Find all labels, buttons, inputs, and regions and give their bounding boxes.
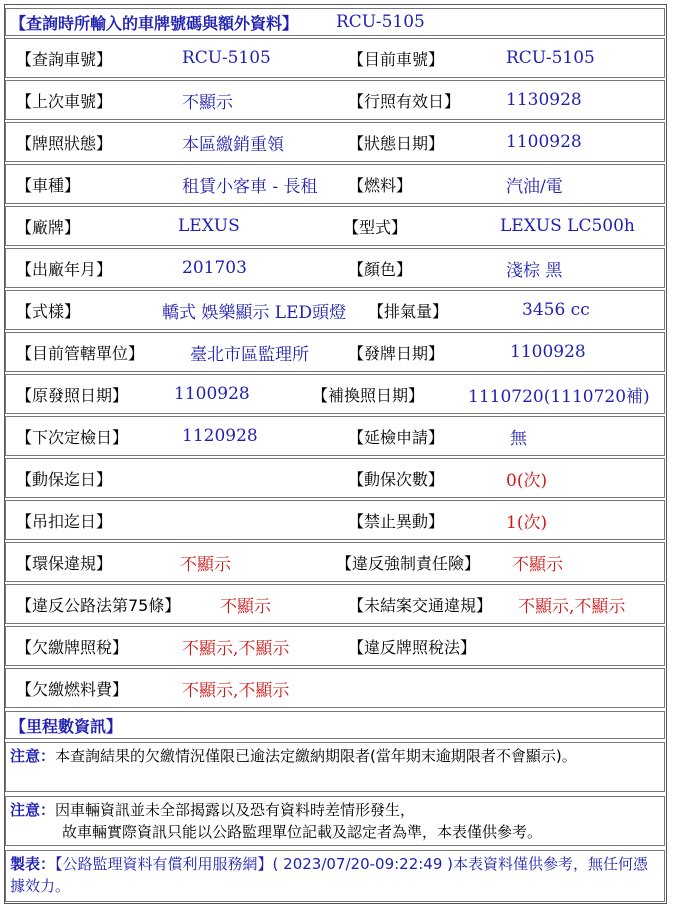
query-plate: RCU-5105 <box>336 12 425 32</box>
field-label: 【欠繳燃料費】 <box>16 679 129 699</box>
field-value: 淺棕 黑 <box>506 260 563 281</box>
field-value: 不顯示 <box>182 92 233 113</box>
field-label: 【目前車號】 <box>348 49 445 69</box>
field-label: 【廠牌】 <box>16 217 81 237</box>
field-value: 租賃小客車 - 長租 <box>182 176 318 197</box>
field-value: 1130928 <box>506 90 582 110</box>
info-row <box>5 206 665 246</box>
info-row <box>5 416 665 456</box>
field-value: 汽油/電 <box>506 176 563 197</box>
field-label: 【燃料】 <box>348 175 413 195</box>
field-label: 【禁止異動】 <box>348 511 445 531</box>
info-row <box>5 38 665 78</box>
field-label: 【未結案交通違規】 <box>348 595 493 615</box>
field-label: 【車種】 <box>16 175 81 195</box>
query-title: 【查詢時所輸入的車牌號碼與額外資料】 <box>10 13 299 33</box>
info-row <box>5 164 665 204</box>
field-label: 【式樣】 <box>16 301 81 321</box>
field-label: 【查詢車號】 <box>16 49 113 69</box>
field-value: LEXUS <box>178 216 240 236</box>
info-row <box>5 626 665 666</box>
field-value: 0(次) <box>506 470 548 491</box>
maker-time: ( 2023/07/20-09:22:49 ) <box>272 855 454 873</box>
maker-note <box>5 850 665 902</box>
query-title-row <box>5 8 665 36</box>
field-label: 【牌照狀態】 <box>16 133 113 153</box>
note-line: 故車輛實際資訊只能以公路監理單位記載及認定者為準，本表僅供參考。 <box>62 823 543 841</box>
field-label: 【違反公路法第75條】 <box>16 595 181 615</box>
field-label: 【狀態日期】 <box>348 133 445 153</box>
field-value: 不顯示 <box>180 554 231 575</box>
field-label: 【原發照日期】 <box>16 385 129 405</box>
field-value: 201703 <box>182 258 247 278</box>
note-key: 注意： <box>10 801 56 819</box>
info-row <box>5 332 665 372</box>
field-label: 【上次車號】 <box>16 91 113 111</box>
field-value: 1(次) <box>506 512 548 533</box>
field-label: 【違反強制責任險】 <box>336 553 481 573</box>
info-row <box>5 374 665 414</box>
field-label: 【動保迄日】 <box>16 469 113 489</box>
info-row <box>5 290 665 330</box>
maker-key: 製表： <box>10 855 56 873</box>
field-label: 【下次定檢日】 <box>16 427 129 447</box>
field-label: 【行照有效日】 <box>348 91 461 111</box>
field-value: 本區繳銷重領 <box>182 134 284 155</box>
field-value: 1120928 <box>182 426 258 446</box>
field-label: 【違反牌照稅法】 <box>348 637 477 657</box>
info-row <box>5 542 665 582</box>
field-value: 轎式 娛樂顯示 LED頭燈 <box>162 302 347 323</box>
field-value: 無 <box>510 428 527 449</box>
field-value: 3456 cc <box>522 300 590 320</box>
mileage-header: 【里程數資訊】 <box>10 716 123 736</box>
field-label: 【吊扣迄日】 <box>16 511 113 531</box>
info-row <box>5 668 665 708</box>
field-label: 【延檢申請】 <box>348 427 445 447</box>
note-key: 注意： <box>10 747 56 765</box>
field-value: RCU-5105 <box>506 48 595 68</box>
field-value: 1100928 <box>510 342 586 362</box>
note-text: 本查詢結果的欠繳情況僅限已逾法定繳納期限者(當年期末逾期限者不會顯示)。 <box>55 747 577 765</box>
field-value: 不顯示 <box>220 596 271 617</box>
field-label: 【型式】 <box>343 217 408 237</box>
field-label: 【目前管轄單位】 <box>16 343 145 363</box>
note-disclaimer <box>5 796 665 846</box>
field-label: 【欠繳牌照稅】 <box>16 637 129 657</box>
field-value: RCU-5105 <box>182 48 271 68</box>
field-value: 不顯示 <box>512 554 563 575</box>
maker-source: 【公路監理資料有償利用服務網】 <box>55 855 273 873</box>
info-row <box>5 248 665 288</box>
info-row <box>5 80 665 120</box>
field-label: 【排氣量】 <box>368 301 449 321</box>
info-row <box>5 458 665 498</box>
field-label: 【補換照日期】 <box>312 385 425 405</box>
mileage-header-row <box>5 711 665 739</box>
info-row <box>5 122 665 162</box>
field-value: 臺北市區監理所 <box>190 344 309 365</box>
note-overdue <box>5 742 665 792</box>
field-label: 【發牌日期】 <box>348 343 445 363</box>
note-line: 因車輛資訊並未全部揭露以及恐有資料時差情形發生， <box>55 801 416 819</box>
field-value: 不顯示,不顯示 <box>518 596 626 617</box>
field-value: 不顯示,不顯示 <box>182 680 290 701</box>
field-label: 【出廠年月】 <box>16 259 113 279</box>
field-value: 1100928 <box>174 384 250 404</box>
field-value: 不顯示,不顯示 <box>182 638 290 659</box>
field-value: LEXUS LC500h <box>500 216 635 236</box>
field-label: 【動保次數】 <box>348 469 445 489</box>
info-row <box>5 584 665 624</box>
field-value: 1100928 <box>506 132 582 152</box>
field-label: 【顏色】 <box>348 259 413 279</box>
maker-text: 本表資料僅供參考，無任何憑據效力。 <box>10 855 649 895</box>
info-row <box>5 500 665 540</box>
field-value: 1110720(1110720補) <box>468 386 650 407</box>
field-label: 【環保違規】 <box>16 553 113 573</box>
